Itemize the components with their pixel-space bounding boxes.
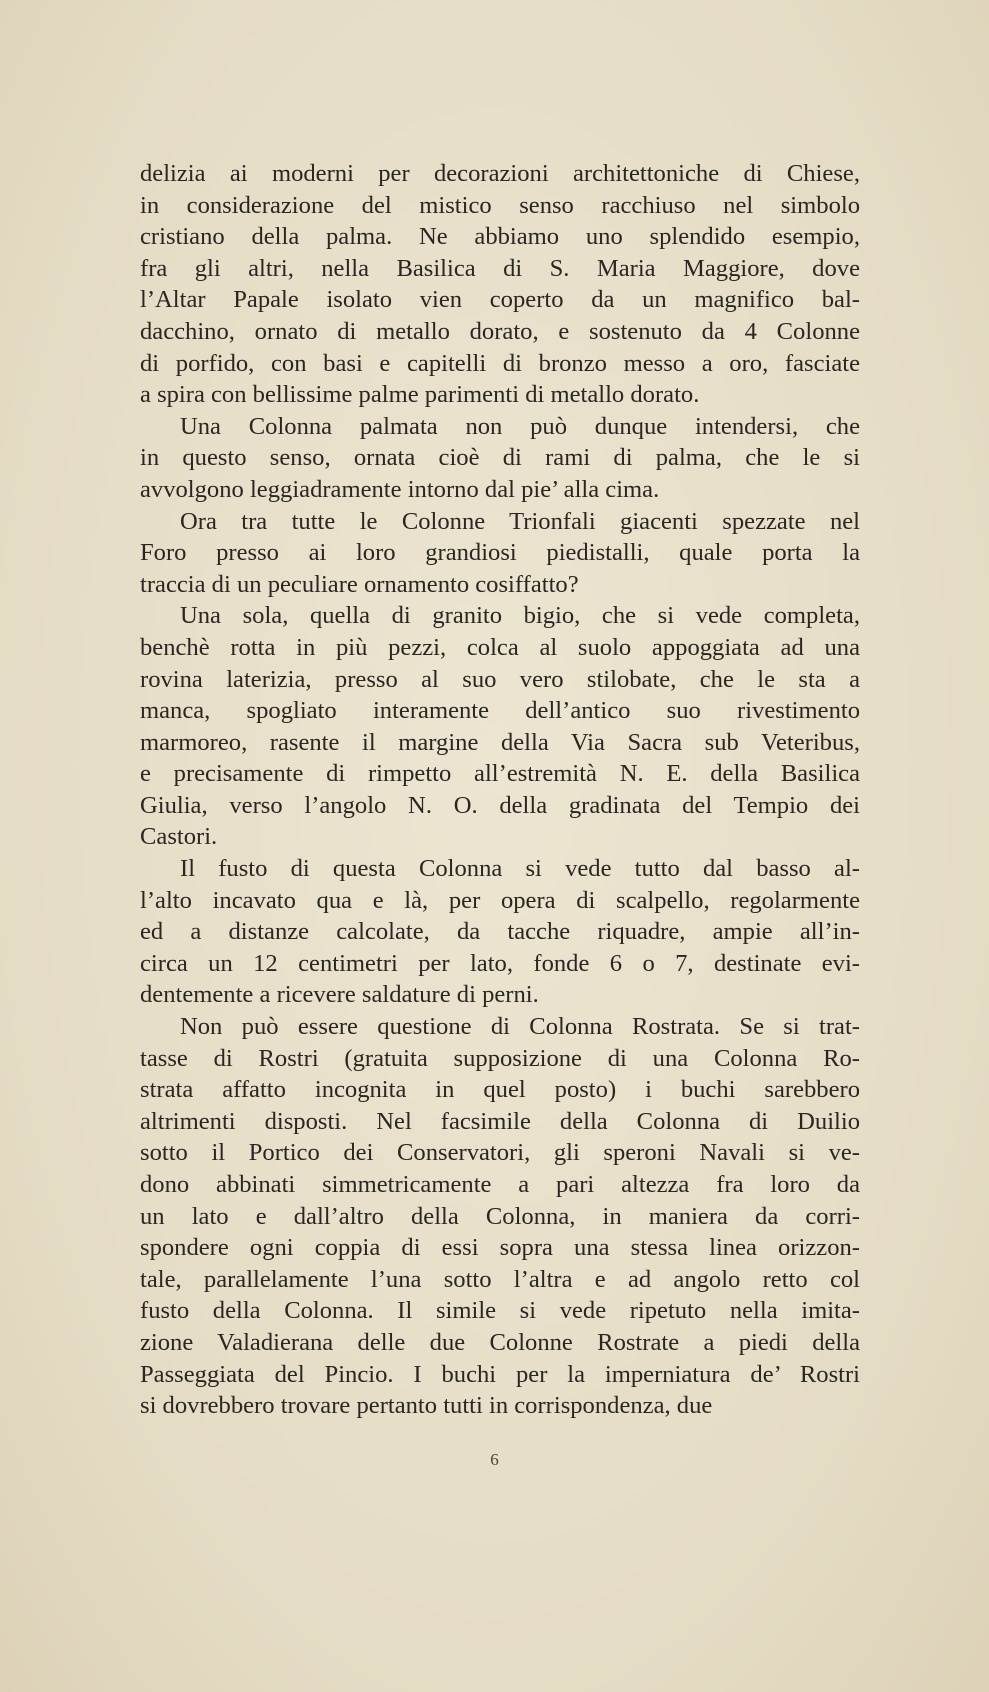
text-line: cristiano della palma. Ne abbiamo uno splendido esempio,	[140, 223, 860, 251]
text-line: l’alto incavato qua e là, per opera di scalpello, regolarmente	[140, 886, 860, 914]
text-line: Passeggiata del Pincio. I buchi per la imperniatura de’ Rostri	[140, 1360, 860, 1388]
text-line: zione Valadierana delle due Colonne Rostrate a piedi della	[140, 1328, 860, 1356]
text-line: tale, parallelamente l’una sotto l’altra e ad angolo retto col	[140, 1265, 860, 1293]
text-line: fra gli altri, nella Basilica di S. Maria Maggiore, dove	[140, 254, 860, 282]
text-line: Una Colonna palmata non può dunque intendersi, che	[180, 412, 860, 440]
paragraph	[140, 853, 860, 1011]
text-line: marmoreo, rasente il margine della Via Sacra sub Veteribus,	[140, 728, 860, 756]
text-line: Il fusto di questa Colonna si vede tutto dal basso al-	[180, 855, 860, 883]
text-line: un lato e dall’altro della Colonna, in maniera da corri-	[140, 1202, 860, 1230]
text-line: di porfido, con basi e capitelli di bronzo messo a oro, fasciate	[140, 349, 860, 377]
paragraph	[140, 411, 860, 506]
text-line: Ora tra tutte le Colonne Trionfali giacenti spezzate nel	[180, 507, 860, 535]
text-line: manca, spogliato interamente dell’antico suo rivestimento	[140, 697, 860, 725]
text-line: Una sola, quella di granito bigio, che si vede completa,	[180, 602, 860, 630]
text-line: spondere ogni coppia di essi sopra una stessa linea orizzon-	[140, 1234, 860, 1262]
text-line: dono abbinati simmetricamente a pari altezza fra loro da	[140, 1171, 860, 1198]
text-line: delizia ai moderni per decorazioni architettoniche di Chiese,	[140, 160, 860, 187]
text-line: Giulia, verso l’angolo N. O. della gradinata del Tempio dei	[140, 791, 860, 819]
text-line: avvolgono leggiadramente intorno dal pie’ alla cima.	[140, 475, 660, 503]
paragraph	[140, 600, 860, 853]
paragraph	[140, 1011, 860, 1422]
text-line: dentemente a ricevere saldature di perni.	[140, 981, 539, 1009]
page-body	[140, 158, 860, 1422]
text-line: dacchino, ornato di metallo dorato, e sostenuto da 4 Colonne	[140, 317, 860, 345]
text-line: benchè rotta in più pezzi, colca al suolo appoggiata ad una	[140, 633, 860, 661]
text-line: l’Altar Papale isolato vien coperto da un magnifico bal-	[140, 286, 860, 314]
page-number: 6	[490, 1450, 499, 1469]
paragraph	[140, 158, 860, 411]
text-line: in considerazione del mistico senso racchiuso nel simbolo	[140, 191, 860, 219]
text-line: tasse di Rostri (gratuita supposizione di una Colonna Ro-	[140, 1044, 860, 1072]
text-line: ed a distanze calcolate, da tacche riquadre, ampie all’in-	[140, 918, 860, 946]
text-line: rovina laterizia, presso al suo vero stilobate, che le sta a	[140, 665, 860, 693]
text-line: e precisamente di rimpetto all’estremità N. E. della Basilica	[140, 760, 860, 788]
text-line: Castori.	[140, 823, 218, 851]
text-line: strata affatto incognita in quel posto) i buchi sarebbero	[140, 1076, 860, 1104]
text-line: fusto della Colonna. Il simile si vede ripetuto nella imita-	[140, 1297, 860, 1325]
text-line: sotto il Portico dei Conservatori, gli speroni Navali si ve-	[140, 1139, 860, 1167]
text-line: altrimenti disposti. Nel facsimile della Colonna di Duilio	[140, 1107, 860, 1135]
text-line: circa un 12 centimetri per lato, fonde 6 o 7, destinate evi-	[140, 949, 860, 977]
text-line: si dovrebbero trovare pertanto tutti in corrispondenza, due	[140, 1392, 713, 1420]
text-line: Foro presso ai loro grandiosi piedistalli, quale porta la	[140, 539, 860, 567]
text-line: traccia di un peculiare ornamento cosiffatto?	[140, 570, 579, 598]
text-line: in questo senso, ornata cioè di rami di palma, che le si	[140, 444, 860, 472]
text-line: a spira con bellissime palme parimenti di metallo dorato.	[140, 381, 700, 409]
text-line: Non può essere questione di Colonna Rostrata. Se si trat-	[180, 1013, 860, 1041]
paragraph	[140, 506, 860, 601]
